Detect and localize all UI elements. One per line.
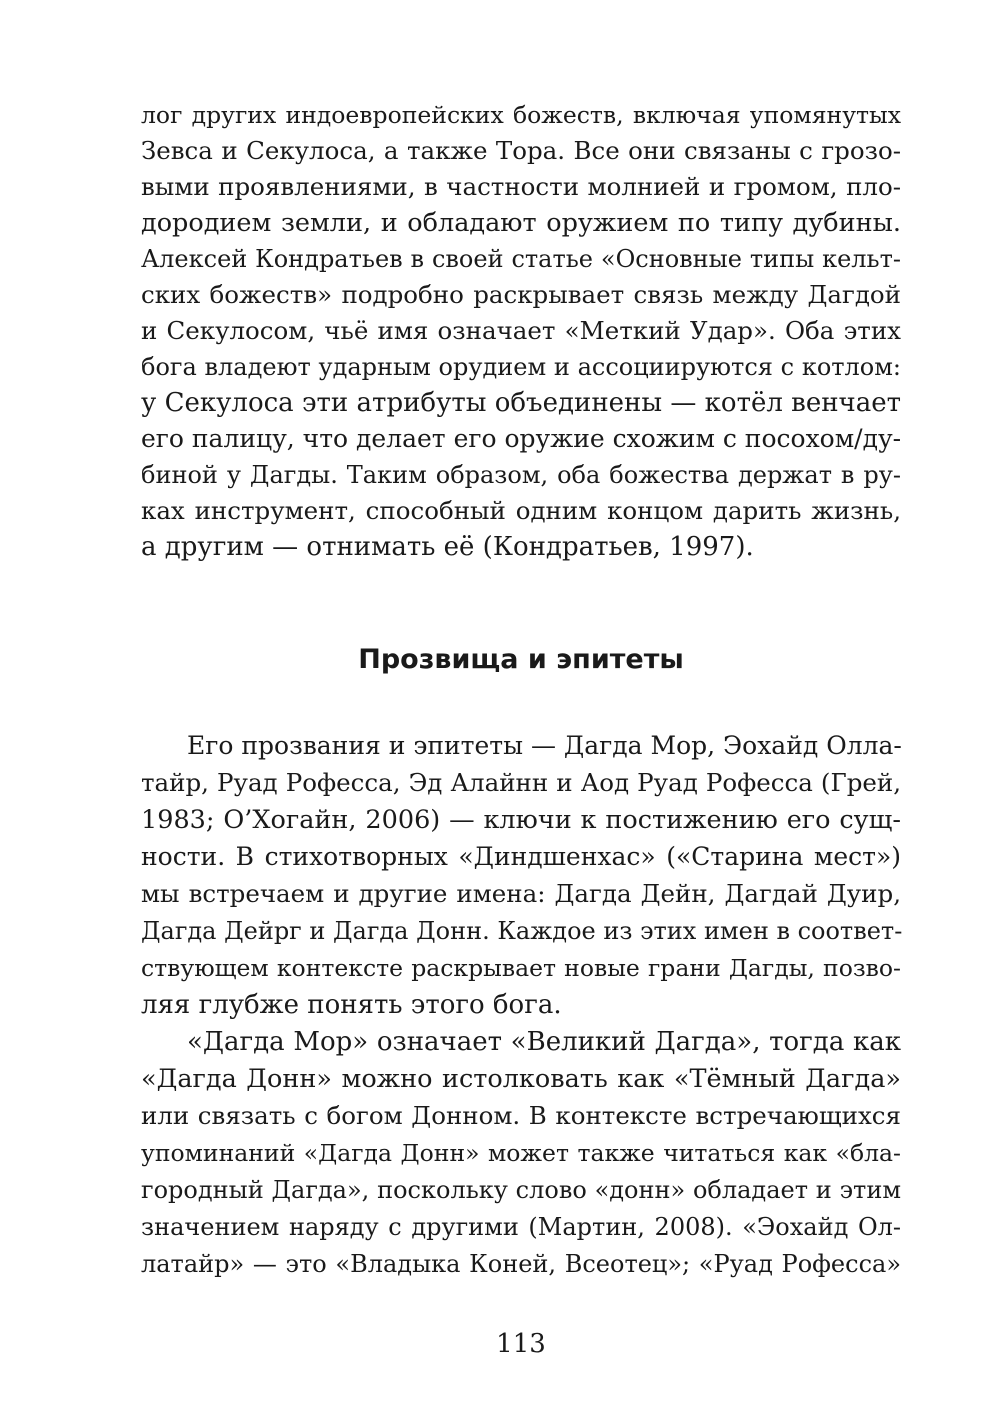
paragraph-2-line: Дагда Дейрг и Дагда Донн. Каждое из этих имен в соответ- [141,917,903,945]
paragraph-2-line: Его прозвания и эпитеты — Дагда Мор, Эохайд Олла- [187,731,902,760]
paragraph-3-line: «Дагда Мор» означает «Великий Дагда», тогда как [187,1027,901,1057]
paragraph-1-line: и Секулосом, чьё имя означает «Меткий Удар». Оба этих [141,316,901,345]
paragraph-1-line: дородием земли, и обладают оружием по типу дубины. [141,208,901,238]
paragraph-1-line: Алексей Кондратьев в своей статье «Основные типы кельт- [141,245,901,273]
paragraph-1-line: лог других индоевропейских божеств, включая упомянутых [141,101,901,129]
paragraph-3-line: «Дагда Донн» можно истолковать как «Тёмный Дагда» [141,1064,901,1094]
paragraph-1-line: ках инструмент, способный одним концом дарить жизнь, [141,496,901,525]
section-heading: Прозвища и эпитеты [358,644,684,675]
paragraph-2-line: 1983; О’Хогайн, 2006) — ключи к постижению его сущ- [141,805,901,835]
paragraph-1-line: ских божеств» подробно раскрывает связь между Дагдой [141,280,901,309]
paragraph-1-line: бога владеют ударным орудием и ассоциируются с котлом: [141,353,901,381]
paragraph-3-line: или связать с богом Донном. В контексте встречающихся [141,1101,901,1130]
paragraph-2-line: ляя глубже понять этого бога. [141,990,562,1020]
paragraph-1-line: а другим — отнимать её (Кондратьев, 1997). [141,532,754,562]
paragraph-3-line: латайр» — это «Владыка Коней, Всеотец»; «Руад Рофесса» [141,1250,901,1278]
paragraph-2-line: ствующем контексте раскрывает новые грани Дагды, позво- [141,954,901,982]
paragraph-1-line: выми проявлениями, в частности молнией и громом, пло- [141,172,901,201]
paragraph-2-line: ности. В стихотворных «Диндшенхас» («Старина мест») [141,842,901,871]
paragraph-3-line: упоминаний «Дагда Донн» может также читаться как «бла- [141,1139,901,1167]
paragraph-1-line: биной у Дагды. Таким образом, оба божества держат в ру- [141,461,901,489]
paragraph-2-line: мы встречаем и другие имена: Дагда Дейн, Дагдай Дуир, [141,879,901,908]
paragraph-3-line: значением наряду с другими (Мартин, 2008). «Эохайд Ол- [141,1213,901,1241]
paragraph-2-line: тайр, Руад Рофесса, Эд Алайнн и Аод Руад Рофесса (Грей, [141,768,901,797]
paragraph-1-line: Зевса и Секулоса, а также Тора. Все они связаны с грозо- [141,136,901,165]
page-number: 113 [496,1329,546,1359]
paragraph-3-line: городный Дагда», поскольку слово «донн» обладает и этим [141,1176,901,1204]
paragraph-1-line: его палицу, что делает его оружие схожим с посохом/ду- [141,424,902,453]
paragraph-1-line: у Секулоса эти атрибуты объединены — котёл венчает [141,388,901,418]
